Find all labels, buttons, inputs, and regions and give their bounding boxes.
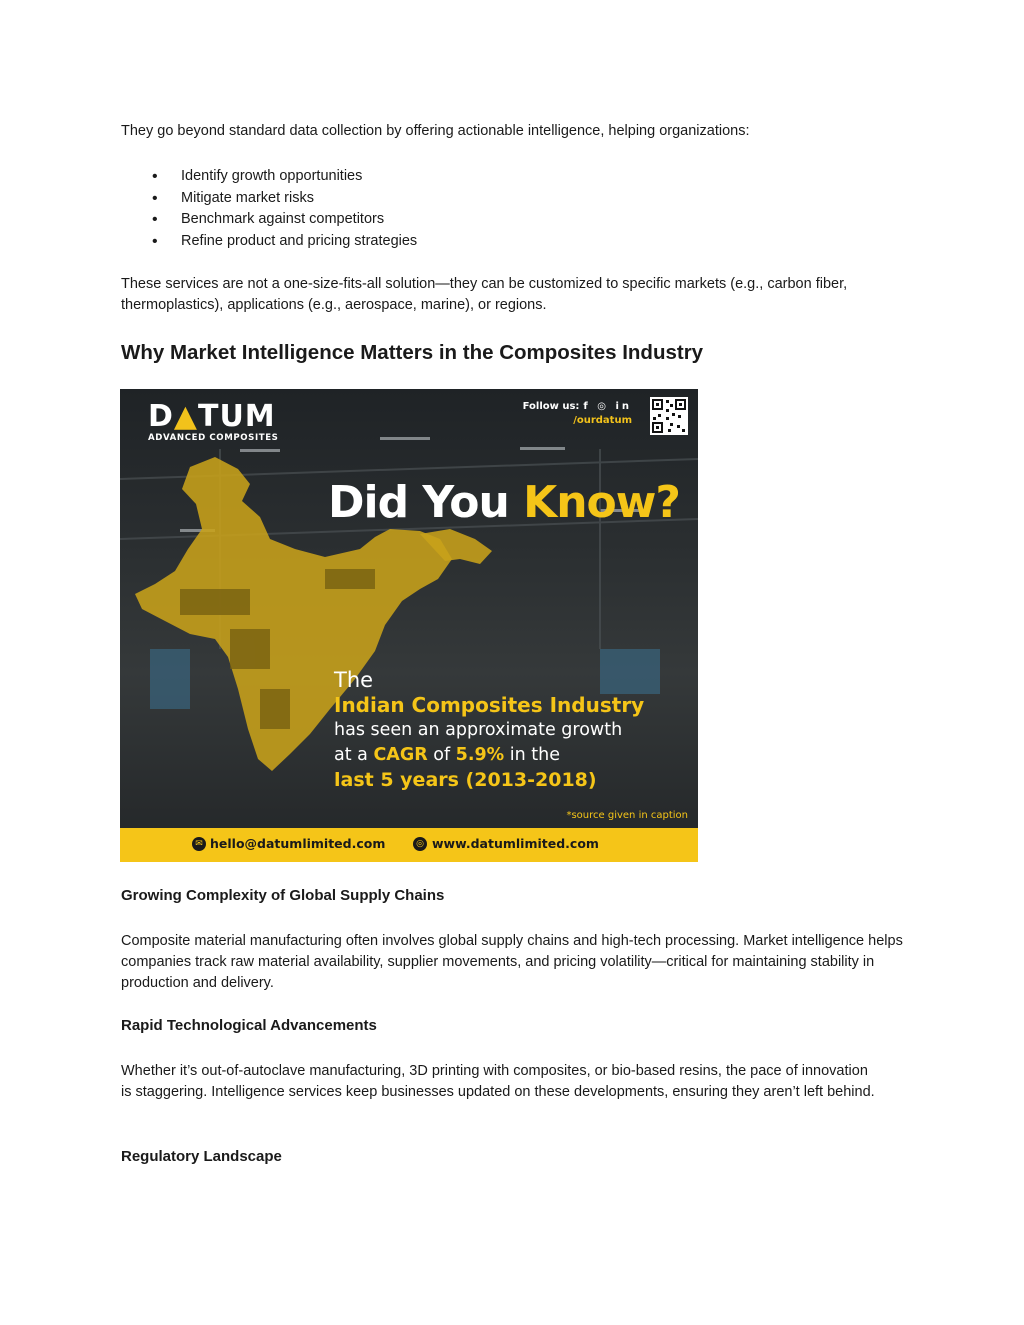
did-you-know-headline: Did You Know? [328, 477, 680, 528]
contact-footer [120, 828, 698, 862]
follow-us-block [523, 401, 632, 426]
intro-paragraph: They go beyond standard data collection by offering actionable intelligence, helping organizations: [121, 123, 750, 139]
list-item: • Identify growth opportunities [121, 166, 417, 188]
section-heading: Why Market Intelligence Matters in the Composites Industry [121, 341, 704, 364]
list-item: • Benchmark against competitors [121, 209, 417, 231]
supply-chains-paragraph: Composite material manufacturing often involves global supply chains and high-tech processing. Market intelligence helps companies track raw material availability, supplier movements, and pricing volatility—critical for maintaining stability in production and delivery. [121, 933, 903, 991]
subheading-regulatory: Regulatory Landscape [121, 1148, 282, 1165]
list-item: • Refine product and pricing strategies [121, 231, 417, 253]
qr-code-icon [650, 397, 688, 435]
benefits-list [121, 166, 417, 252]
list-item: • Mitigate market risks [121, 188, 417, 210]
social-handle: /ourdatum [573, 415, 632, 426]
website-text: www.datumlimited.com [432, 836, 599, 851]
subheading-supply-chains: Growing Complexity of Global Supply Chains [121, 887, 445, 904]
customization-paragraph: These services are not a one-size-fits-all solution—they can be customized to specific markets (e.g., carbon fiber, thermoplastics), applications (e.g., aerospace, marine), or regions. [121, 276, 848, 313]
source-note: *source given in caption [566, 810, 688, 821]
social-icons: f ◎ in [583, 401, 632, 412]
email-text: hello@datumlimited.com [210, 836, 386, 851]
subheading-tech-advancements: Rapid Technological Advancements [121, 1017, 377, 1034]
follow-label: Follow us: [522, 401, 580, 412]
datum-logo: D▲TUM ADVANCED COMPOSITES [148, 399, 279, 443]
globe-icon: ◎ [413, 837, 427, 851]
tech-advancements-paragraph: Whether it’s out-of-autoclave manufacturing, 3D printing with composites, or bio-based resins, the pace of innovation is staggering. Intelligence services keep businesses updated on these developments, ensuring they aren’t left behind. [121, 1063, 875, 1100]
growth-statement: The Indian Composites Industry has seen an approximate growth at a CAGR of 5.9% in the last 5 years (2013-2018) [334, 668, 645, 791]
mail-icon: ✉ [192, 837, 206, 851]
did-you-know-image [120, 389, 698, 862]
